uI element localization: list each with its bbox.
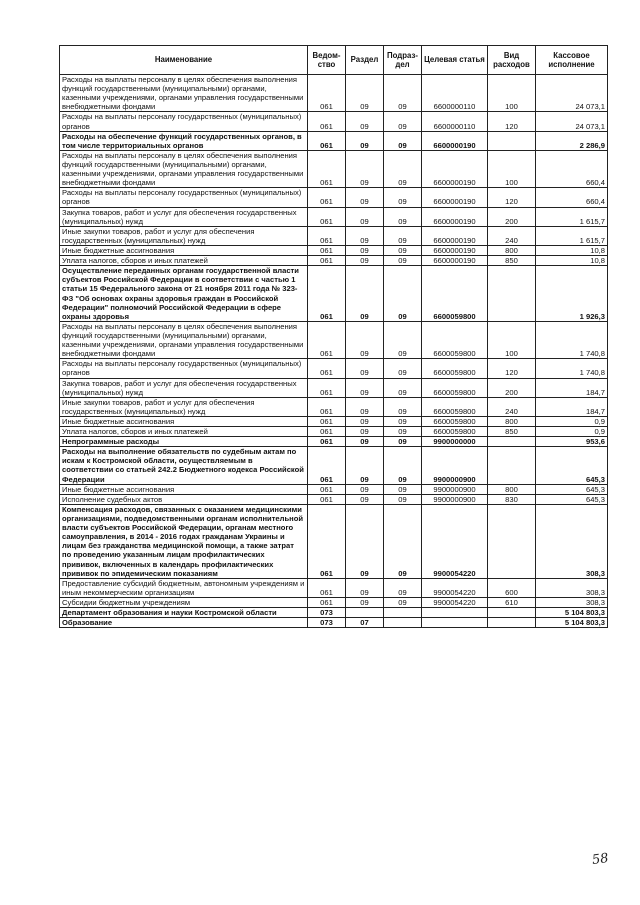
cell-type: 120	[488, 359, 536, 378]
cell-section: 09	[346, 359, 384, 378]
cell-type: 120	[488, 112, 536, 131]
cell-amount: 184,7	[536, 378, 608, 397]
table-row	[60, 256, 608, 266]
cell-dept: 061	[308, 598, 346, 608]
cell-type: 830	[488, 494, 536, 504]
table-row	[60, 494, 608, 504]
cell-name: Предоставление субсидий бюджетным, автономным учреждениям и иным некоммерческим организациям	[60, 578, 308, 597]
cell-type: 100	[488, 150, 536, 187]
header-name: Наименование	[60, 46, 308, 75]
cell-section: 09	[346, 397, 384, 416]
cell-subsection: 09	[384, 207, 422, 226]
table-row	[60, 447, 608, 484]
cell-type: 120	[488, 188, 536, 207]
cell-amount: 1 615,7	[536, 207, 608, 226]
cell-type: 600	[488, 578, 536, 597]
cell-dept: 061	[308, 397, 346, 416]
cell-name: Расходы на выплаты персоналу в целях обеспечения выполнения функций государственными (муниципальными) органами, казенными учреждениями, органами управления государственными внебюджетными фондами	[60, 150, 308, 187]
cell-target: 9900000900	[422, 494, 488, 504]
cell-type	[488, 618, 536, 628]
cell-target: 6600000190	[422, 150, 488, 187]
cell-dept: 061	[308, 321, 346, 358]
table-row	[60, 226, 608, 245]
cell-target: 6600059800	[422, 416, 488, 426]
cell-type: 240	[488, 397, 536, 416]
cell-name: Расходы на выплаты персоналу государственных (муниципальных) органов	[60, 188, 308, 207]
cell-section: 09	[346, 484, 384, 494]
cell-target: 6600000190	[422, 188, 488, 207]
table-row	[60, 578, 608, 597]
cell-subsection: 09	[384, 504, 422, 578]
cell-name: Уплата налогов, сборов и иных платежей	[60, 256, 308, 266]
cell-amount: 308,3	[536, 504, 608, 578]
cell-amount: 660,4	[536, 188, 608, 207]
page-number: 58	[591, 850, 610, 869]
cell-name: Расходы на обеспечение функций государственных органов, в том числе территориальных органов	[60, 131, 308, 150]
cell-name: Расходы на выплаты персоналу государственных (муниципальных) органов	[60, 112, 308, 131]
cell-target: 6600059800	[422, 397, 488, 416]
cell-target: 6600000190	[422, 256, 488, 266]
cell-section: 09	[346, 578, 384, 597]
cell-type: 850	[488, 256, 536, 266]
cell-name: Расходы на выплаты персоналу государственных (муниципальных) органов	[60, 359, 308, 378]
cell-section: 09	[346, 131, 384, 150]
cell-name: Уплата налогов, сборов и иных платежей	[60, 427, 308, 437]
cell-section: 07	[346, 618, 384, 628]
table-row	[60, 427, 608, 437]
cell-target: 6600000190	[422, 226, 488, 245]
cell-type	[488, 437, 536, 447]
cell-dept: 061	[308, 266, 346, 322]
cell-subsection: 09	[384, 427, 422, 437]
cell-section: 09	[346, 112, 384, 131]
cell-section: 09	[346, 494, 384, 504]
cell-dept: 061	[308, 150, 346, 187]
cell-target: 6600000190	[422, 131, 488, 150]
cell-dept: 061	[308, 504, 346, 578]
cell-target: 6600059800	[422, 378, 488, 397]
cell-dept: 061	[308, 437, 346, 447]
cell-name: Субсидии бюджетным учреждениям	[60, 598, 308, 608]
cell-name: Иные бюджетные ассигнования	[60, 484, 308, 494]
cell-subsection: 09	[384, 321, 422, 358]
cell-section: 09	[346, 378, 384, 397]
cell-target: 6600000190	[422, 245, 488, 255]
header-type: Вид расходов	[488, 46, 536, 75]
table-row	[60, 618, 608, 628]
cell-subsection: 09	[384, 447, 422, 484]
cell-dept: 073	[308, 608, 346, 618]
cell-amount: 645,3	[536, 494, 608, 504]
cell-amount: 184,7	[536, 397, 608, 416]
header-dept: Ведом-ство	[308, 46, 346, 75]
cell-type: 800	[488, 245, 536, 255]
table-row	[60, 359, 608, 378]
cell-subsection: 09	[384, 378, 422, 397]
cell-amount: 0,9	[536, 427, 608, 437]
cell-type	[488, 131, 536, 150]
cell-section: 09	[346, 207, 384, 226]
table-row	[60, 75, 608, 112]
cell-amount: 1 740,8	[536, 321, 608, 358]
table-header-row	[60, 46, 608, 75]
cell-dept: 061	[308, 188, 346, 207]
cell-subsection: 09	[384, 397, 422, 416]
cell-type: 100	[488, 75, 536, 112]
header-section: Раздел	[346, 46, 384, 75]
cell-type: 100	[488, 321, 536, 358]
cell-subsection	[384, 618, 422, 628]
cell-amount: 953,6	[536, 437, 608, 447]
cell-dept: 061	[308, 484, 346, 494]
table-row	[60, 112, 608, 131]
cell-amount: 5 104 803,3	[536, 618, 608, 628]
cell-name: Департамент образования и науки Костромской области	[60, 608, 308, 618]
cell-dept: 061	[308, 427, 346, 437]
table-row	[60, 397, 608, 416]
table-row	[60, 416, 608, 426]
cell-name: Исполнение судебных актов	[60, 494, 308, 504]
cell-name: Осуществление переданных органам государственной власти субъектов Российской Федерации в соответствии с частью 1 статьи 15 Федерального закона от 21 ноября 2011 года № 323-ФЗ "Об основах охраны здоровья граждан в Российской Федерации" полномочий Российской Федерации в сфере охраны здоровья	[60, 266, 308, 322]
cell-name: Закупка товаров, работ и услуг для обеспечения государственных (муниципальных) нужд	[60, 378, 308, 397]
cell-section: 09	[346, 321, 384, 358]
cell-type	[488, 447, 536, 484]
cell-subsection: 09	[384, 598, 422, 608]
cell-dept: 061	[308, 112, 346, 131]
cell-subsection: 09	[384, 131, 422, 150]
cell-section: 09	[346, 427, 384, 437]
table-row	[60, 504, 608, 578]
cell-target: 6600059800	[422, 321, 488, 358]
cell-amount: 1 740,8	[536, 359, 608, 378]
cell-subsection: 09	[384, 266, 422, 322]
cell-target	[422, 608, 488, 618]
cell-amount: 1 615,7	[536, 226, 608, 245]
cell-amount: 660,4	[536, 150, 608, 187]
table-row	[60, 131, 608, 150]
cell-type	[488, 504, 536, 578]
cell-amount: 10,8	[536, 245, 608, 255]
cell-dept: 061	[308, 494, 346, 504]
cell-section: 09	[346, 416, 384, 426]
table-row	[60, 378, 608, 397]
table-row	[60, 188, 608, 207]
cell-section: 09	[346, 75, 384, 112]
cell-target: 9900054220	[422, 598, 488, 608]
cell-name: Расходы на выплаты персоналу в целях обеспечения выполнения функций государственными (муниципальными) органами, казенными учреждениями, органами управления государственными внебюджетными фондами	[60, 321, 308, 358]
cell-name: Иные бюджетные ассигнования	[60, 245, 308, 255]
cell-section: 09	[346, 245, 384, 255]
cell-section: 09	[346, 447, 384, 484]
header-subsection: Подраз-дел	[384, 46, 422, 75]
cell-name: Расходы на выплаты персоналу в целях обеспечения выполнения функций государственными (муниципальными) органами, казенными учреждениями, органами управления государственными внебюджетными фондами	[60, 75, 308, 112]
cell-section: 09	[346, 150, 384, 187]
cell-dept: 061	[308, 75, 346, 112]
cell-target: 9900054220	[422, 578, 488, 597]
cell-section: 09	[346, 504, 384, 578]
cell-subsection: 09	[384, 578, 422, 597]
cell-type	[488, 608, 536, 618]
cell-dept: 061	[308, 245, 346, 255]
cell-type: 240	[488, 226, 536, 245]
cell-dept: 061	[308, 207, 346, 226]
table-row	[60, 598, 608, 608]
cell-subsection: 09	[384, 188, 422, 207]
table-row	[60, 484, 608, 494]
cell-target: 6600059800	[422, 266, 488, 322]
cell-dept: 061	[308, 256, 346, 266]
cell-target	[422, 618, 488, 628]
cell-type: 800	[488, 484, 536, 494]
cell-subsection: 09	[384, 150, 422, 187]
cell-amount: 1 926,3	[536, 266, 608, 322]
cell-amount: 24 073,1	[536, 75, 608, 112]
cell-amount: 645,3	[536, 484, 608, 494]
cell-name: Расходы на выполнение обязательств по судебным актам по искам к Костромской области, осуществляемым в соответствии со статьей 242.2 Бюджетного кодекса Российской Федерации	[60, 447, 308, 484]
cell-target: 6600059800	[422, 427, 488, 437]
cell-subsection: 09	[384, 75, 422, 112]
cell-subsection: 09	[384, 112, 422, 131]
cell-section: 09	[346, 437, 384, 447]
cell-dept: 061	[308, 578, 346, 597]
header-target: Целевая статья	[422, 46, 488, 75]
cell-type: 200	[488, 378, 536, 397]
cell-section: 09	[346, 226, 384, 245]
cell-subsection: 09	[384, 437, 422, 447]
cell-subsection: 09	[384, 416, 422, 426]
cell-subsection	[384, 608, 422, 618]
cell-subsection: 09	[384, 245, 422, 255]
table-row	[60, 437, 608, 447]
cell-type: 610	[488, 598, 536, 608]
header-amount: Кассовое исполнение	[536, 46, 608, 75]
cell-type: 200	[488, 207, 536, 226]
cell-name: Непрограммные расходы	[60, 437, 308, 447]
cell-name: Компенсация расходов, связанных с оказанием медицинскими организациями, подведомственными органам исполнительной власти субъектов Российской Федерации, органам местного самоуправления, в 2014 - 2016 годах гражданам Украины и лицам без гражданства медицинской помощи, а также затрат по проведению указанным лицам профилактических прививок, включенных в календарь профилактических прививок по эпидемическим показаниям	[60, 504, 308, 578]
cell-target: 9900000000	[422, 437, 488, 447]
cell-amount: 308,3	[536, 578, 608, 597]
cell-section: 09	[346, 266, 384, 322]
cell-name: Закупка товаров, работ и услуг для обеспечения государственных (муниципальных) нужд	[60, 207, 308, 226]
cell-dept: 073	[308, 618, 346, 628]
cell-section	[346, 608, 384, 618]
table-row	[60, 608, 608, 618]
cell-type: 800	[488, 416, 536, 426]
cell-amount: 5 104 803,3	[536, 608, 608, 618]
cell-subsection: 09	[384, 484, 422, 494]
cell-type	[488, 266, 536, 322]
cell-name: Иные закупки товаров, работ и услуг для обеспечения государственных (муниципальных) нужд	[60, 226, 308, 245]
cell-target: 6600000110	[422, 112, 488, 131]
cell-type: 850	[488, 427, 536, 437]
table-row	[60, 321, 608, 358]
cell-section: 09	[346, 256, 384, 266]
cell-subsection: 09	[384, 494, 422, 504]
cell-amount: 2 286,9	[536, 131, 608, 150]
cell-amount: 308,3	[536, 598, 608, 608]
cell-dept: 061	[308, 359, 346, 378]
cell-section: 09	[346, 598, 384, 608]
cell-target: 6600059800	[422, 359, 488, 378]
cell-amount: 10,8	[536, 256, 608, 266]
cell-target: 9900000900	[422, 484, 488, 494]
table-row	[60, 207, 608, 226]
cell-name: Иные бюджетные ассигнования	[60, 416, 308, 426]
table-row	[60, 245, 608, 255]
cell-target: 6600000190	[422, 207, 488, 226]
cell-name: Образование	[60, 618, 308, 628]
cell-section: 09	[346, 188, 384, 207]
cell-dept: 061	[308, 447, 346, 484]
cell-amount: 0,9	[536, 416, 608, 426]
cell-dept: 061	[308, 226, 346, 245]
cell-subsection: 09	[384, 359, 422, 378]
cell-target: 9900000900	[422, 447, 488, 484]
table-row	[60, 150, 608, 187]
cell-subsection: 09	[384, 226, 422, 245]
cell-dept: 061	[308, 131, 346, 150]
cell-name: Иные закупки товаров, работ и услуг для обеспечения государственных (муниципальных) нужд	[60, 397, 308, 416]
cell-amount: 24 073,1	[536, 112, 608, 131]
table-row	[60, 266, 608, 322]
cell-dept: 061	[308, 378, 346, 397]
cell-subsection: 09	[384, 256, 422, 266]
cell-target: 9900054220	[422, 504, 488, 578]
cell-amount: 645,3	[536, 447, 608, 484]
cell-dept: 061	[308, 416, 346, 426]
cell-target: 6600000110	[422, 75, 488, 112]
budget-execution-table	[59, 45, 608, 628]
